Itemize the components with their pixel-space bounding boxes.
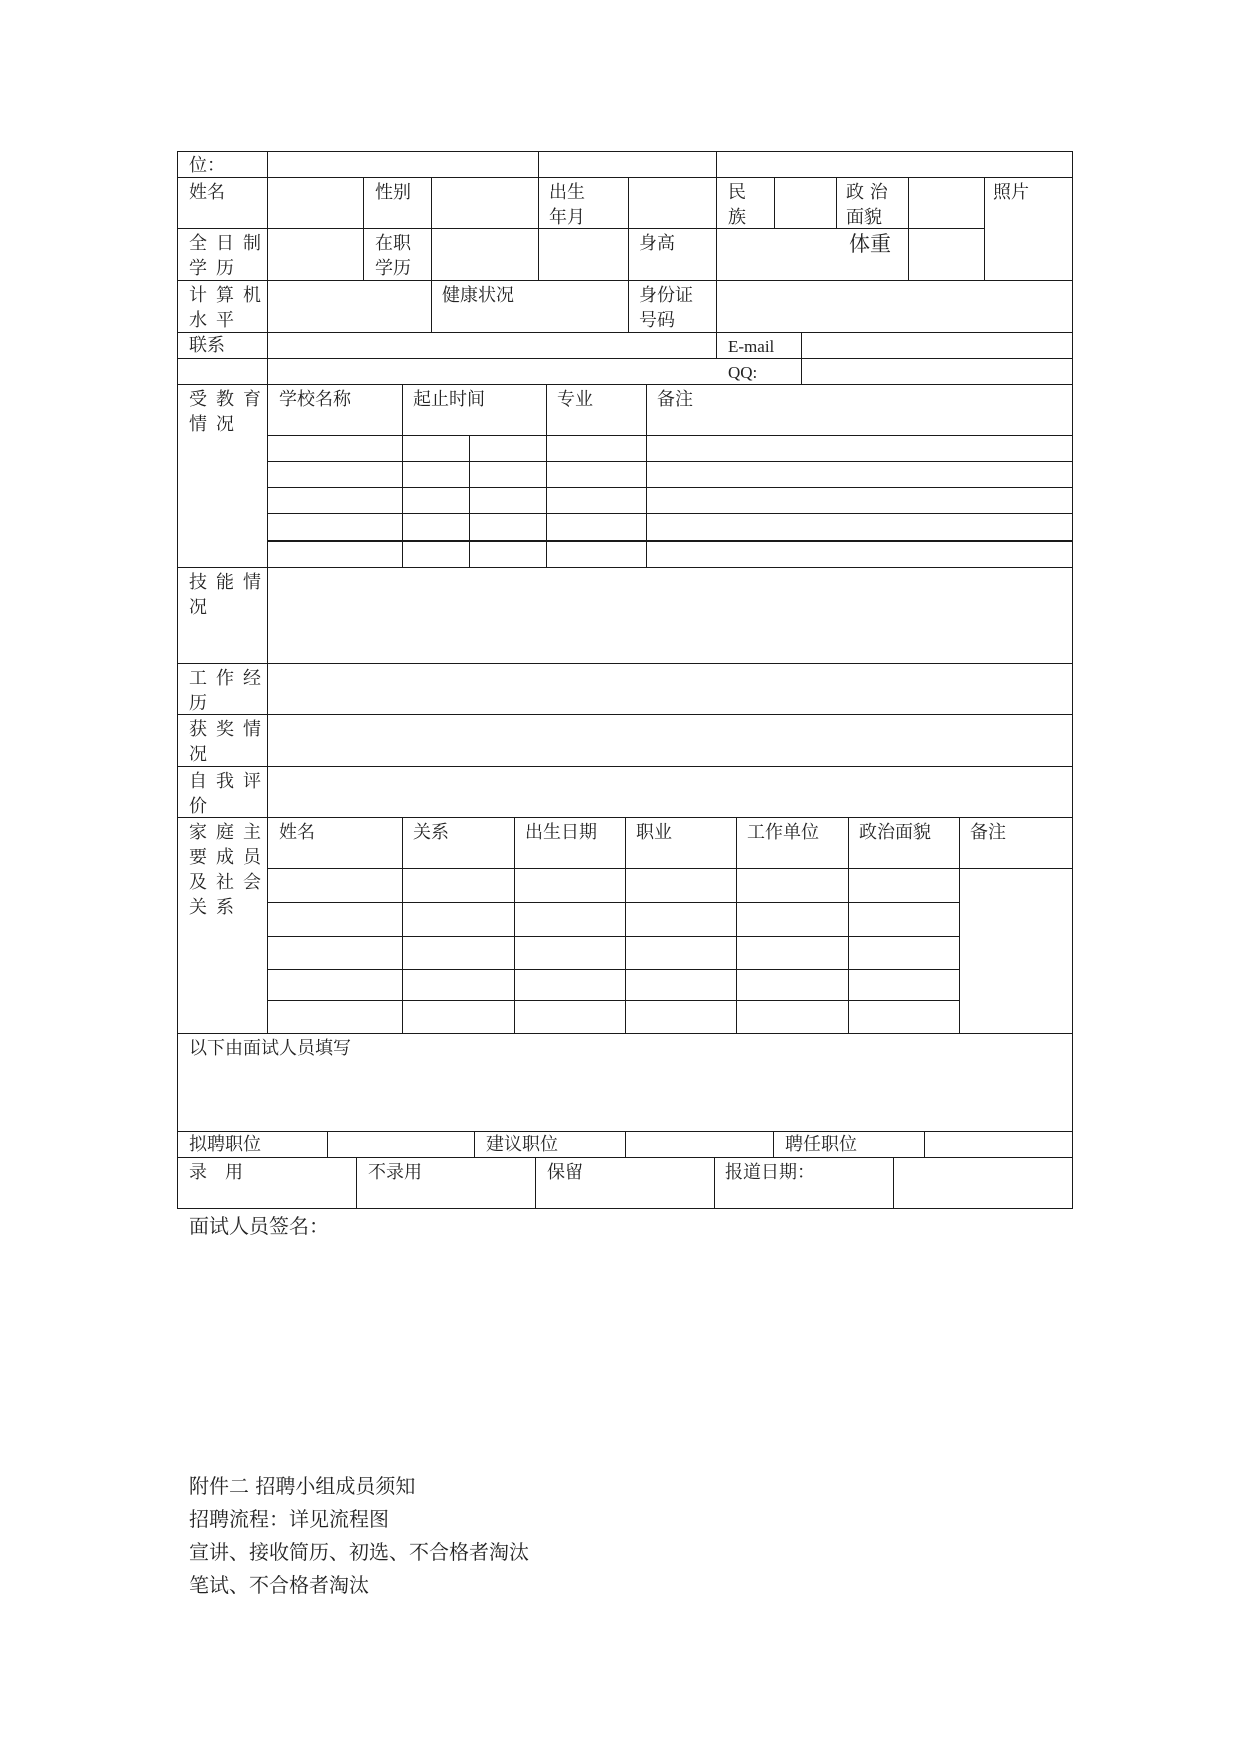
inservice-edu-label: 在职 学历 — [375, 233, 411, 279]
appendix-line: 宣讲、接收简历、初选、不合格者淘汰 — [189, 1540, 529, 1564]
no-hire-label: 不录用 — [368, 1162, 422, 1183]
name-label: 姓名 — [189, 182, 225, 203]
health-label: 健康状况 — [442, 285, 514, 306]
suggested-position-label: 建议职位 — [486, 1134, 558, 1155]
fulltime-edu-label: 全日制 学历 — [189, 233, 270, 279]
family-name-header: 姓名 — [279, 822, 315, 843]
family-birth-header: 出生日期 — [525, 822, 597, 843]
height-label: 身高 — [639, 233, 675, 254]
family-relation-header: 关系 — [413, 822, 449, 843]
weight-label: 体重 — [849, 232, 891, 256]
appendix-line: 招聘流程：详见流程图 — [189, 1507, 389, 1531]
report-date-label: 报道日期： — [725, 1162, 815, 1183]
family-remark-header: 备注 — [970, 822, 1006, 843]
photo-label: 照片 — [993, 182, 1029, 203]
qq-label: QQ: — [728, 363, 758, 382]
education-label: 受教育 情况 — [189, 389, 270, 435]
computer-label: 计算机 水平 — [189, 285, 270, 331]
id-number-label: 身份证 号码 — [639, 285, 693, 331]
self-eval-label: 自我评 价 — [189, 771, 270, 817]
major-header: 专业 — [557, 389, 593, 410]
family-label: 家庭主 要成员 及社会 关系 — [189, 822, 270, 918]
appendix-line: 笔试、不合格者淘汰 — [189, 1573, 369, 1597]
ethnic-label: 民 族 — [728, 182, 746, 228]
skills-label: 技能情 况 — [189, 572, 270, 618]
edu-remark-header: 备注 — [657, 389, 693, 410]
hired-position-label: 聘任职位 — [785, 1134, 857, 1155]
appendix-title: 附件二 招聘小组成员须知 — [189, 1474, 416, 1498]
contact-label: 联系 — [189, 335, 225, 356]
position-label: 位： — [189, 155, 225, 176]
gender-label: 性别 — [375, 182, 411, 203]
email-label: E-mail — [728, 337, 775, 356]
political-label: 政 治 面貌 — [846, 182, 888, 228]
signature-label: 面试人员签名： — [189, 1214, 329, 1238]
birth-label: 出生 年月 — [549, 182, 585, 228]
family-political-header: 政治面貌 — [859, 822, 931, 843]
work-label: 工作经 历 — [189, 668, 270, 714]
awards-label: 获奖情 况 — [189, 719, 270, 765]
interviewer-fill-note: 以下由面试人员填写 — [189, 1038, 351, 1059]
intended-position-label: 拟聘职位 — [189, 1134, 261, 1155]
family-job-header: 职业 — [636, 822, 672, 843]
family-employer-header: 工作单位 — [747, 822, 819, 843]
school-header: 学校名称 — [279, 389, 351, 410]
period-header: 起止时间 — [413, 389, 485, 410]
reserve-label: 保留 — [547, 1162, 583, 1183]
hire-label: 录 用 — [189, 1162, 243, 1183]
